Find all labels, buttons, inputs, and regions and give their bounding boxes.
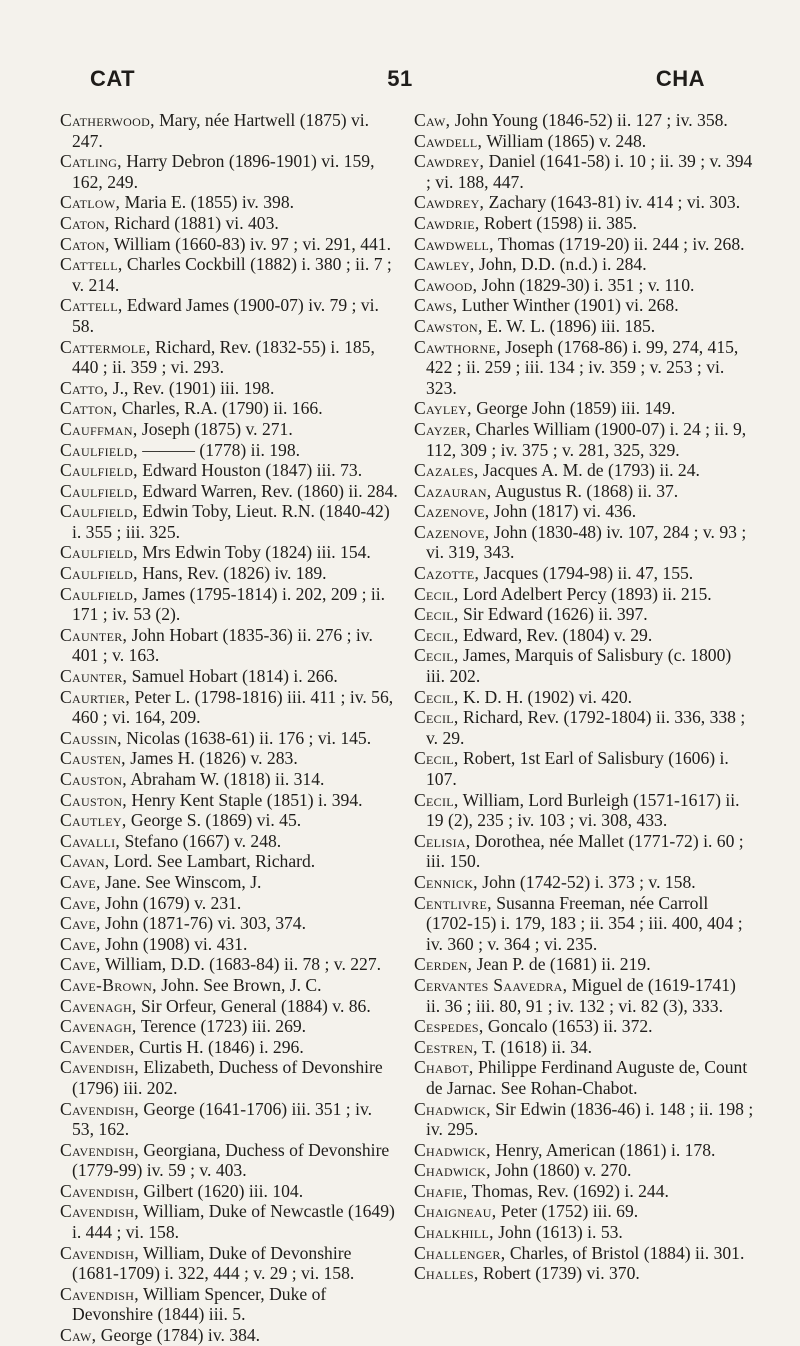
entry-details: Richard, Rev. (1832-55) i. 185, 440 ; ii. 359 ; vi. 293.: [72, 336, 375, 378]
index-entry: [60, 481, 398, 502]
index-entry: [414, 131, 754, 152]
entry-details: John (1860) v. 270.: [490, 1160, 632, 1181]
entry-name: Chadwick,: [414, 1160, 491, 1181]
entry-name: Cawdrie,: [414, 212, 480, 233]
entry-details: J., Rev. (1901) iii. 198.: [108, 377, 275, 398]
entry-name: Cave,: [60, 871, 101, 892]
entry-details: William, Duke of Devonshire (1681-1709) i. 322, 444 ; v. 29 ; vi. 158.: [72, 1242, 355, 1284]
entry-details: Richard (1881) vi. 403.: [109, 212, 279, 233]
index-entry: [60, 748, 398, 769]
entry-details: George John (1859) iii. 149.: [471, 398, 676, 419]
entry-details: Charles William (1900-07) i. 24 ; ii. 9, 112, 309 ; iv. 375 ; v. 281, 325, 329.: [426, 418, 747, 460]
entry-details: Harry Debron (1896-1901) vi. 159, 162, 249.: [72, 151, 375, 192]
entry-details: Zachary (1643-81) iv. 414 ; vi. 303.: [484, 192, 741, 213]
index-entry: [60, 1201, 398, 1242]
entry-details: Edward James (1900-07) iv. 79 ; vi. 58.: [72, 295, 379, 336]
entry-details: Robert (1739) vi. 370.: [478, 1263, 640, 1284]
index-entry: [414, 1201, 754, 1222]
entry-name: Cecil,: [414, 583, 459, 604]
entry-details: John, D.D. (n.d.) i. 284.: [474, 254, 647, 275]
entry-name: Cave,: [60, 913, 101, 934]
entry-name: Cawood,: [414, 274, 478, 295]
entry-details: William, D.D. (1683-84) ii. 78 ; v. 227.: [100, 954, 382, 975]
entry-details: James, Marquis of Salisbury (c. 1800) iii. 202.: [426, 645, 732, 687]
index-entry: [60, 337, 398, 378]
entry-details: John. See Brown, J. C.: [156, 974, 322, 995]
index-entry: [414, 1057, 754, 1098]
entry-details: John (1830-48) iv. 107, 284 ; v. 93 ; vi. 319, 343.: [426, 521, 747, 563]
entry-name: Cecil,: [414, 686, 459, 707]
entry-name: Cavendish,: [60, 1180, 139, 1201]
entry-details: Henry, American (1861) i. 178.: [490, 1139, 716, 1160]
entry-name: Caws,: [414, 295, 458, 316]
entry-name: Caunter,: [60, 666, 128, 687]
entry-name: Caw,: [414, 110, 451, 130]
index-entry: [60, 192, 398, 213]
index-entry: [414, 625, 754, 646]
index-entry: [414, 419, 754, 460]
entry-details: William Spencer, Duke of Devonshire (1844) iii. 5.: [72, 1283, 327, 1325]
index-entry: [414, 234, 754, 255]
entry-details: Nicolas (1638-61) ii. 176 ; vi. 145.: [121, 727, 372, 748]
index-entry: [60, 542, 398, 563]
entry-name: Caton,: [60, 212, 110, 233]
entry-name: Caulfield,: [60, 460, 138, 481]
index-entry: [414, 1140, 754, 1161]
index-entry: [414, 790, 754, 831]
entry-details: Edward, Rev. (1804) v. 29.: [458, 624, 653, 645]
entry-name: Cazenove,: [414, 521, 490, 542]
index-entry: [60, 1325, 398, 1346]
index-entry: [60, 501, 398, 542]
index-entry: [414, 1181, 754, 1202]
entry-details: E. W. L. (1896) iii. 185.: [482, 315, 656, 336]
index-entry: [414, 192, 754, 213]
index-entry: [60, 110, 398, 151]
index-entry: [60, 151, 398, 192]
entry-name: Chalkhill,: [414, 1222, 494, 1243]
index-entry: [60, 563, 398, 584]
entry-name: Cavendish,: [60, 1283, 139, 1304]
entry-details: Sir Orfeur, General (1884) v. 86.: [136, 995, 371, 1016]
entry-name: Cawthorne,: [414, 336, 501, 357]
index-entry: [414, 460, 754, 481]
entry-name: Caulfield,: [60, 480, 138, 501]
index-entry: [60, 769, 398, 790]
index-entry: [60, 419, 398, 440]
entry-name: Cawdell,: [414, 130, 483, 151]
index-entry: [60, 872, 398, 893]
entry-details: Terence (1723) iii. 269.: [136, 1016, 307, 1037]
index-entry: [414, 481, 754, 502]
index-entry: [60, 234, 398, 255]
entry-details: Goncalo (1653) ii. 372.: [483, 1016, 653, 1037]
entry-details: Thomas (1719-20) ii. 244 ; iv. 268.: [493, 233, 745, 254]
index-entry: [60, 378, 398, 399]
entry-name: Cauffman,: [60, 418, 138, 439]
entry-name: Challes,: [414, 1263, 479, 1284]
entry-name: Cautley,: [60, 810, 127, 831]
entry-name: Cecil,: [414, 789, 459, 810]
header-right-guide: CHA: [655, 66, 705, 91]
entry-details: Jacques (1794-98) ii. 47, 155.: [479, 563, 694, 584]
entry-details: Richard, Rev. (1792-1804) ii. 336, 338 ; v. 29.: [426, 707, 746, 748]
entry-details: John Hobart (1835-36) ii. 276 ; iv. 401 ; v. 163.: [72, 624, 373, 666]
index-entry: [414, 1222, 754, 1243]
index-entry: [414, 110, 754, 131]
index-entry: [414, 584, 754, 605]
entry-details: Edwin Toby, Lieut. R.N. (1840-42) i. 355 ; iii. 325.: [72, 501, 390, 542]
index-entry: [414, 501, 754, 522]
entry-name: Cazales,: [414, 460, 479, 481]
entry-name: Cavendish,: [60, 1201, 139, 1222]
index-entry: [60, 625, 398, 666]
entry-details: John (1829-30) i. 351 ; v. 110.: [477, 274, 695, 295]
entry-details: John (1742-52) i. 373 ; v. 158.: [477, 871, 696, 892]
index-entry: [60, 934, 398, 955]
left-column: [60, 110, 398, 1346]
index-entry: [414, 1263, 754, 1284]
entry-name: Cecil,: [414, 645, 459, 666]
index-entry: [414, 295, 754, 316]
entry-name: Cawley,: [414, 254, 475, 275]
entry-name: Cavalli,: [60, 830, 121, 851]
entry-details: Edward Warren, Rev. (1860) ii. 284.: [137, 480, 398, 501]
index-entry: [60, 1243, 398, 1284]
entry-name: Catling,: [60, 151, 122, 172]
page-number: 51: [387, 66, 413, 91]
entry-name: Cattell,: [60, 254, 123, 275]
index-entry: [60, 790, 398, 811]
index-entry: [414, 831, 754, 872]
entry-details: K. D. H. (1902) vi. 420.: [458, 686, 633, 707]
entry-name: Caulfield,: [60, 501, 138, 522]
entry-details: Georgiana, Duchess of Devonshire (1779-99) iv. 59 ; v. 403.: [72, 1139, 390, 1181]
index-entry: [414, 1037, 754, 1058]
index-entry: [414, 604, 754, 625]
entry-name: Cecil,: [414, 624, 459, 645]
index-entry: [60, 1057, 398, 1098]
index-entry: [414, 687, 754, 708]
index-entry: [60, 1140, 398, 1181]
index-entry: [60, 913, 398, 934]
entry-name: Catlow,: [60, 192, 121, 213]
entry-details: Sir Edward (1626) ii. 397.: [458, 604, 648, 625]
index-entry: [60, 954, 398, 975]
entry-details: Peter L. (1798-1816) iii. 411 ; iv. 56, 460 ; vi. 164, 209.: [72, 686, 394, 728]
entry-details: George (1641-1706) iii. 351 ; iv. 53, 162.: [72, 1098, 373, 1140]
entry-details: Charles, of Bristol (1884) ii. 301.: [505, 1242, 745, 1263]
index-entry: [414, 872, 754, 893]
entry-name: Cavendish,: [60, 1057, 139, 1078]
right-column: [414, 110, 754, 1284]
entry-name: Chadwick,: [414, 1098, 491, 1119]
entry-details: William, Lord Burleigh (1571-1617) ii. 19 (2), 235 ; iv. 103 ; vi. 308, 433.: [426, 789, 740, 831]
entry-details: Abraham W. (1818) ii. 314.: [127, 769, 325, 789]
entry-details: Miguel de (1619-1741) ii. 36 ; iii. 80, 91 ; iv. 132 ; vi. 82 (3), 333.: [426, 974, 736, 1016]
entry-name: Caulfield,: [60, 542, 138, 563]
entry-name: Cazenove,: [414, 501, 490, 522]
entry-details: Charles Cockbill (1882) i. 380 ; ii. 7 ; v. 214.: [72, 254, 392, 295]
entry-details: Jacques A. M. de (1793) ii. 24.: [478, 460, 700, 481]
index-entry: [414, 1243, 754, 1264]
entry-name: Cestren,: [414, 1036, 478, 1057]
entry-details: Curtis H. (1846) i. 296.: [134, 1036, 304, 1057]
entry-details: Gilbert (1620) iii. 104.: [138, 1180, 304, 1201]
index-entry: [414, 1099, 754, 1140]
entry-details: Elizabeth, Duchess of Devonshire (1796) iii. 202.: [72, 1057, 383, 1098]
entry-name: Cavendish,: [60, 1098, 139, 1119]
entry-details: Luther Winther (1901) vi. 268.: [457, 295, 679, 316]
entry-details: Mary, née Hartwell (1875) vi. 247.: [72, 110, 370, 151]
entry-details: Charles, R.A. (1790) ii. 166.: [117, 398, 323, 419]
entry-details: Augustus R. (1868) ii. 37.: [491, 480, 679, 501]
index-entry: [414, 1016, 754, 1037]
entry-name: Caulfield,: [60, 563, 138, 584]
entry-name: Cattell,: [60, 295, 123, 316]
entry-name: Cavender,: [60, 1036, 135, 1057]
entry-details: Robert (1598) ii. 385.: [479, 212, 637, 233]
entry-details: William, Duke of Newcastle (1649) i. 444 ; vi. 158.: [72, 1201, 395, 1243]
entry-name: Cayzer,: [414, 418, 472, 439]
entry-details: William (1865) v. 248.: [482, 130, 647, 151]
entry-name: Caulfield,: [60, 439, 138, 460]
index-entry: [414, 645, 754, 686]
entry-details: Maria E. (1855) iv. 398.: [120, 192, 295, 213]
index-entry: [60, 440, 398, 461]
entry-name: Cave,: [60, 892, 101, 913]
index-entry: [60, 295, 398, 336]
entry-details: Joseph (1768-86) i. 99, 274, 415, 422 ; ii. 259 ; iii. 134 ; iv. 359 ; v. 253 ; vi. 323.: [426, 336, 739, 398]
entry-name: Cervantes Saavedra,: [414, 974, 568, 995]
index-entry: [60, 687, 398, 728]
index-entry: [60, 1037, 398, 1058]
entry-details: Daniel (1641-58) i. 10 ; ii. 39 ; v. 394 ; vi. 188, 447.: [426, 151, 753, 192]
entry-name: Cennick,: [414, 871, 478, 892]
entry-name: Cave,: [60, 933, 101, 954]
entry-details: Samuel Hobart (1814) i. 266.: [127, 666, 338, 687]
entry-name: Centlivre,: [414, 892, 492, 913]
entry-name: Cavenagh,: [60, 1016, 137, 1037]
entry-details: Susanna Freeman, née Carroll (1702-15) i. 179, 183 ; ii. 354 ; iii. 400, 404 ; iv. 360 ; v. 364 ; vi. 235.: [426, 892, 743, 954]
index-entry: [414, 151, 754, 192]
entry-name: Chaigneau,: [414, 1201, 497, 1222]
page-header: [0, 66, 800, 96]
entry-details: Philippe Ferdinand Auguste de, Count de Jarnac. See Rohan-Chabot.: [426, 1057, 748, 1098]
index-entry: [60, 851, 398, 872]
entry-details: Dorothea, née Mallet (1771-72) i. 60 ; iii. 150.: [426, 830, 744, 872]
entry-details: Jane. See Winscom, J.: [100, 871, 262, 892]
index-entry: [60, 1099, 398, 1140]
entry-name: Chafie,: [414, 1180, 468, 1201]
entry-name: Challenger,: [414, 1242, 506, 1263]
entry-name: Cecil,: [414, 707, 459, 728]
index-entry: [60, 460, 398, 481]
entry-name: Cazauran,: [414, 480, 492, 501]
entry-name: Causten,: [60, 748, 126, 769]
entry-details: William (1660-83) iv. 97 ; vi. 291, 441.: [109, 233, 391, 254]
entry-details: Mrs Edwin Toby (1824) iii. 154.: [137, 542, 371, 563]
index-entry: [60, 1016, 398, 1037]
entry-name: Cawdrey,: [414, 151, 485, 172]
entry-details: Peter (1752) iii. 69.: [496, 1201, 639, 1222]
index-entry: [414, 213, 754, 234]
entry-details: George S. (1869) vi. 45.: [126, 810, 302, 831]
index-entry: [60, 1181, 398, 1202]
index-entry: [60, 810, 398, 831]
index-entry: [414, 275, 754, 296]
entry-details: Sir Edwin (1836-46) i. 148 ; ii. 198 ; iv. 295.: [426, 1098, 754, 1140]
index-entry: [414, 954, 754, 975]
entry-name: Cattermole,: [60, 336, 151, 357]
entry-details: ——— (1778) ii. 198.: [137, 439, 301, 460]
entry-name: Caulfield,: [60, 583, 138, 604]
index-entry: [60, 831, 398, 852]
entry-name: Cawdwell,: [414, 233, 494, 254]
index-entry: [414, 975, 754, 1016]
entry-name: Chabot,: [414, 1057, 474, 1078]
index-entry: [60, 666, 398, 687]
entry-details: John (1679) v. 231.: [100, 892, 242, 913]
index-entry: [60, 398, 398, 419]
entry-name: Cavendish,: [60, 1139, 139, 1160]
index-entry: [60, 996, 398, 1017]
index-entry: [60, 254, 398, 295]
header-left-guide: CAT: [90, 66, 136, 91]
entry-details: John Young (1846-52) ii. 127 ; iv. 358.: [450, 110, 728, 130]
index-entry: [414, 1160, 754, 1181]
entry-name: Caton,: [60, 233, 110, 254]
entry-details: Jean P. de (1681) ii. 219.: [472, 954, 651, 975]
entry-name: Cave,: [60, 954, 101, 975]
entry-name: Cavan,: [60, 851, 110, 872]
entry-name: Caunter,: [60, 624, 128, 645]
index-entry: [60, 584, 398, 625]
index-entry: [414, 398, 754, 419]
entry-name: Catherwood,: [60, 110, 155, 130]
entry-name: Celisia,: [414, 830, 471, 851]
index-entry: [414, 893, 754, 955]
entry-details: Hans, Rev. (1826) iv. 189.: [137, 563, 327, 584]
entry-details: James H. (1826) v. 283.: [125, 748, 298, 769]
entry-name: Cecil,: [414, 604, 459, 625]
entry-details: Lord. See Lambart, Richard.: [109, 851, 316, 872]
index-entry: [414, 748, 754, 789]
entry-details: Lord Adelbert Percy (1893) ii. 215.: [458, 583, 712, 604]
index-entry: [60, 728, 398, 749]
entry-name: Cawston,: [414, 315, 483, 336]
entry-details: John (1817) vi. 436.: [489, 501, 637, 522]
entry-details: Edward Houston (1847) iii. 73.: [137, 460, 363, 481]
entry-name: Cave-Brown,: [60, 974, 157, 995]
entry-name: Cecil,: [414, 748, 459, 769]
entry-details: Stefano (1667) v. 248.: [120, 830, 282, 851]
index-entry: [414, 337, 754, 399]
entry-name: Cawdrey,: [414, 192, 485, 213]
entry-details: Henry Kent Staple (1851) i. 394.: [127, 789, 363, 810]
entry-details: John (1613) i. 53.: [493, 1222, 623, 1243]
entry-name: Catton,: [60, 398, 118, 419]
entry-name: Cayley,: [414, 398, 472, 419]
index-entry: [60, 975, 398, 996]
index-entry: [414, 563, 754, 584]
index-entry: [60, 893, 398, 914]
index-entry: [60, 1284, 398, 1325]
entry-details: John (1908) vi. 431.: [100, 933, 248, 954]
entry-name: Causton,: [60, 789, 127, 810]
entry-details: Joseph (1875) v. 271.: [137, 418, 293, 439]
entry-details: Thomas, Rev. (1692) i. 244.: [467, 1180, 669, 1201]
entry-name: Cazotte,: [414, 563, 480, 584]
index-entry: [60, 213, 398, 234]
entry-details: James (1795-1814) i. 202, 209 ; ii. 171 ; iv. 53 (2).: [72, 583, 386, 625]
entry-name: Cavendish,: [60, 1242, 139, 1263]
entry-name: Caussin,: [60, 727, 122, 748]
entry-details: T. (1618) ii. 34.: [477, 1036, 593, 1057]
entry-details: George (1784) iv. 384.: [96, 1325, 261, 1346]
entry-name: Chadwick,: [414, 1139, 491, 1160]
entry-name: Cespedes,: [414, 1016, 484, 1037]
entry-name: Cavenagh,: [60, 995, 137, 1016]
entry-name: Catto,: [60, 377, 109, 398]
entry-name: Causton,: [60, 769, 127, 789]
entry-name: Caw,: [60, 1325, 97, 1346]
index-entry: [414, 254, 754, 275]
index-entry: [414, 522, 754, 563]
entry-name: Caurtier,: [60, 686, 131, 707]
entry-details: John (1871-76) vi. 303, 374.: [100, 913, 306, 934]
index-entry: [414, 316, 754, 337]
entry-details: Robert, 1st Earl of Salisbury (1606) i. 107.: [426, 748, 729, 789]
entry-name: Cerden,: [414, 954, 473, 975]
index-entry: [414, 707, 754, 748]
